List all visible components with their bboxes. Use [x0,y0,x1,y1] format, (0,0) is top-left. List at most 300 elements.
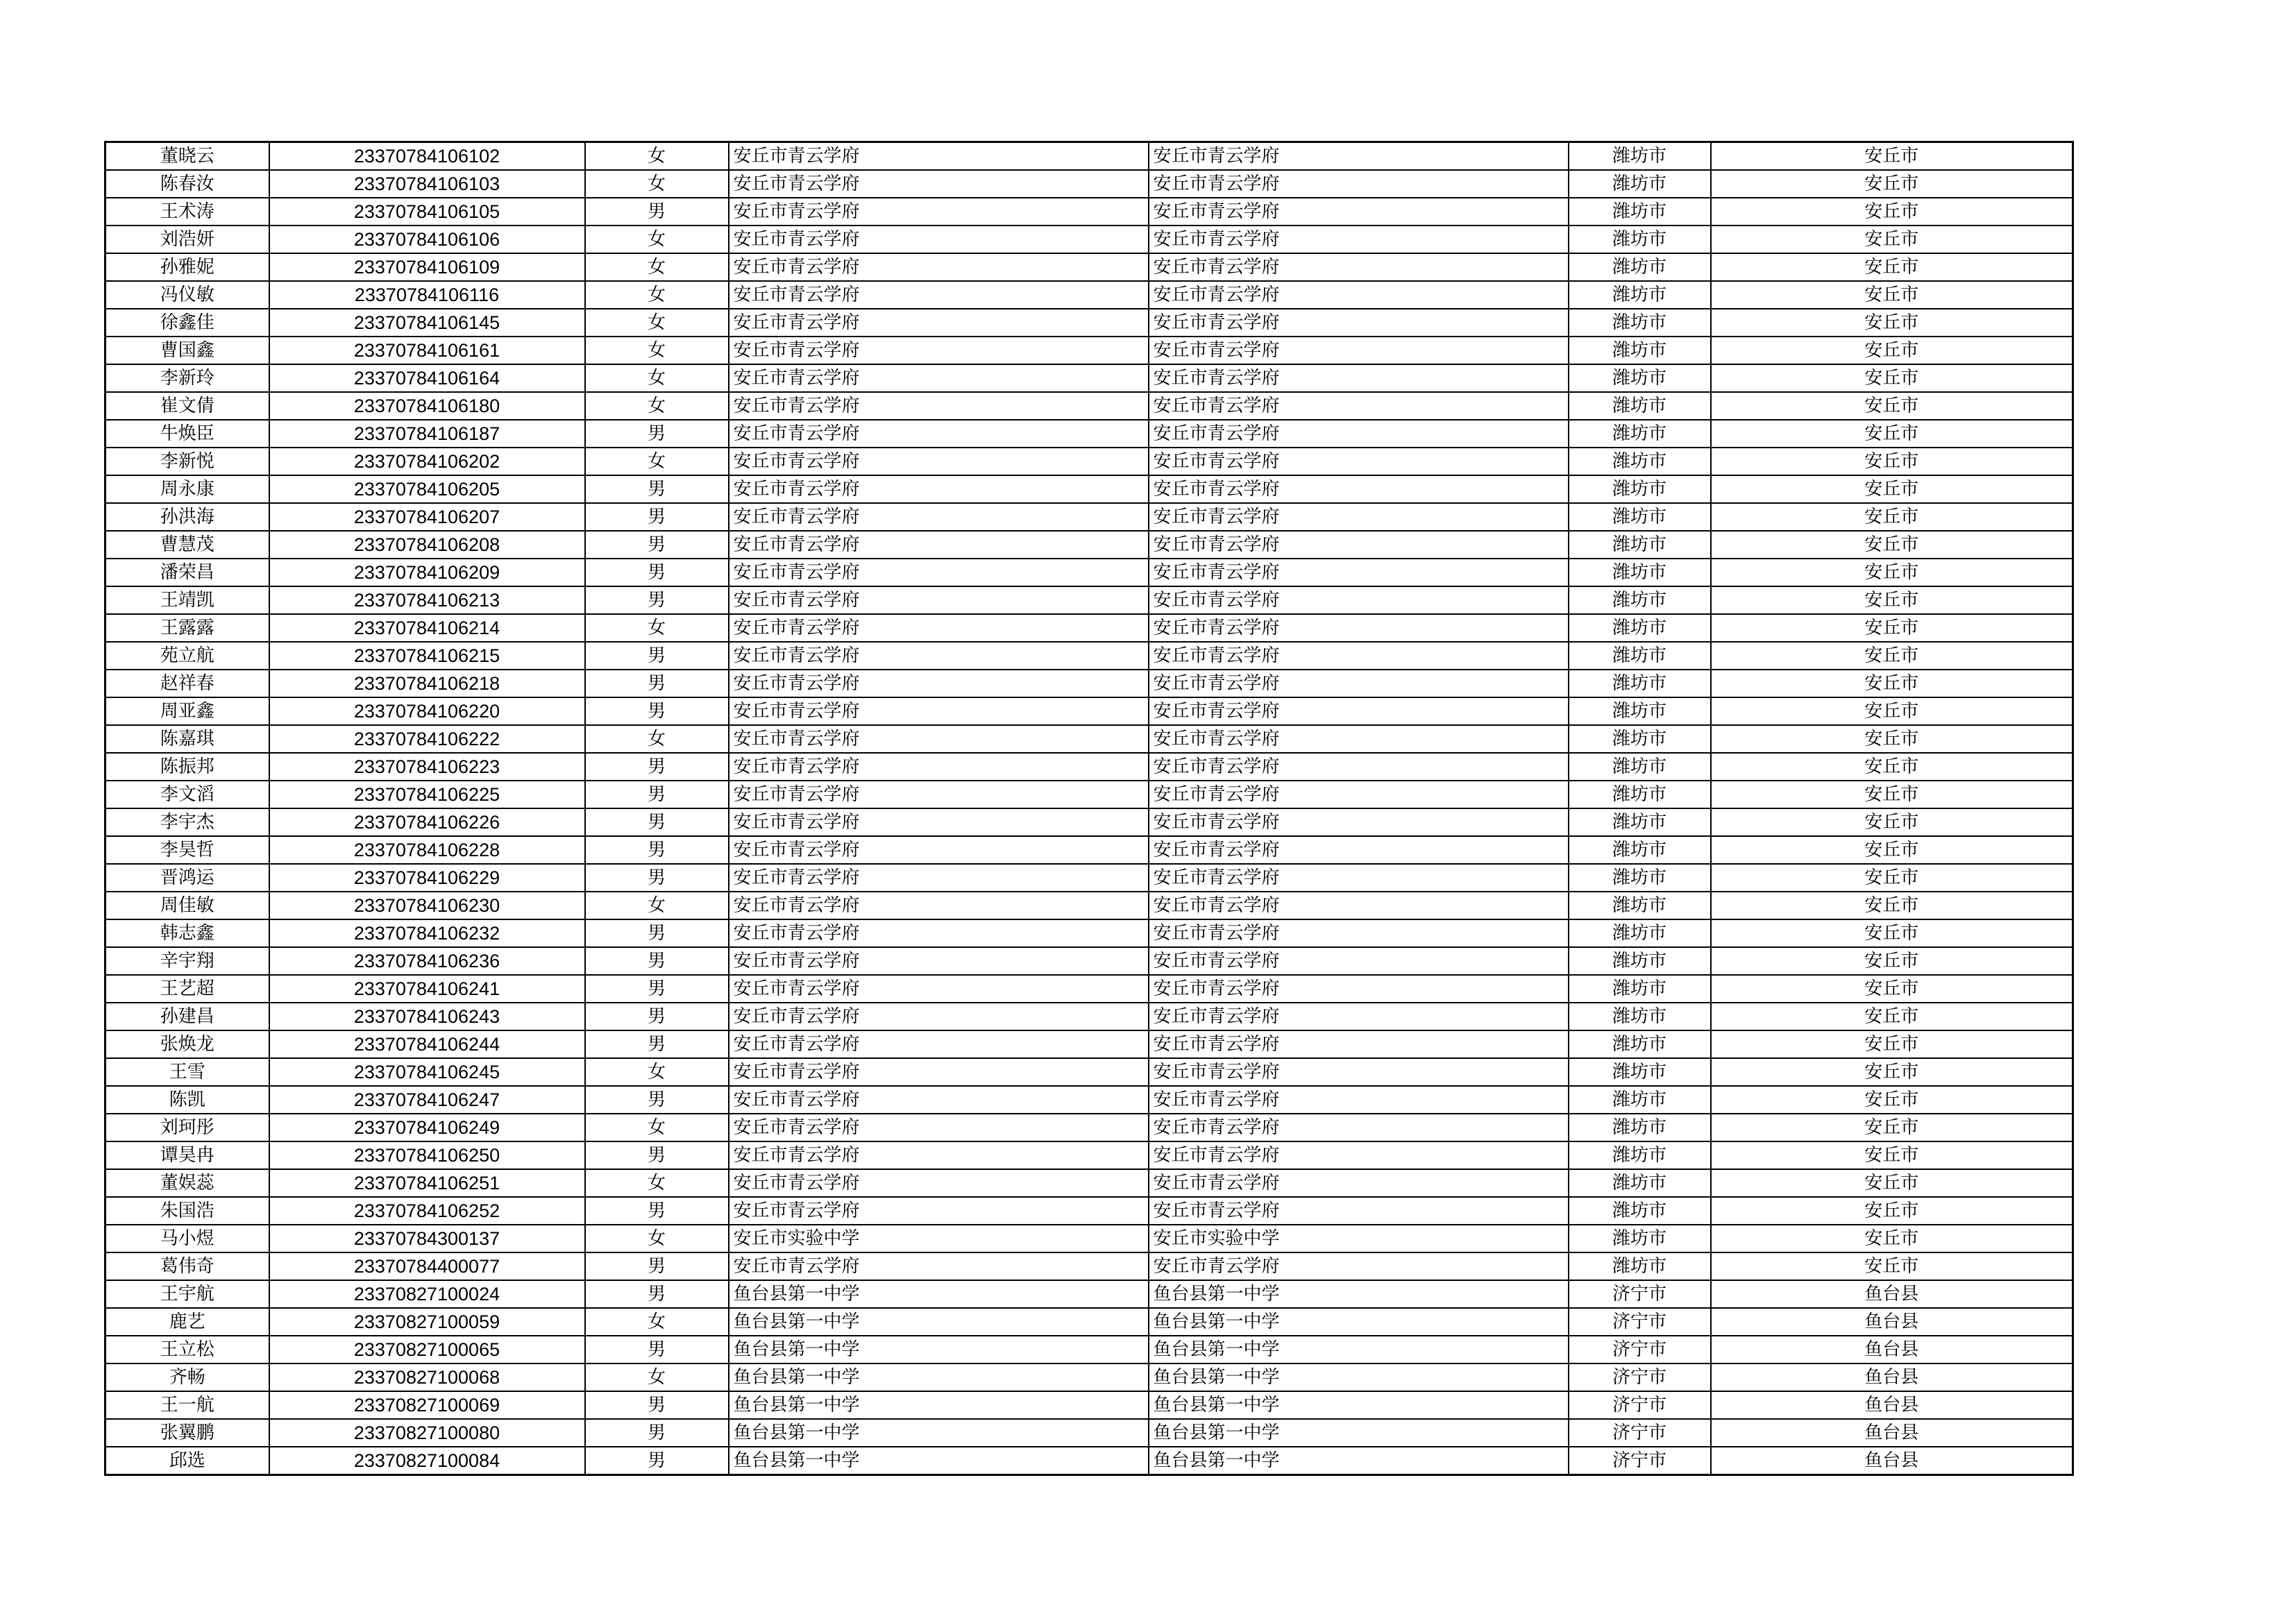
gender-cell: 女 [585,337,729,364]
school-cell: 安丘市青云学府 [729,1086,1149,1114]
county-cell: 安丘市 [1711,892,2073,919]
city-cell: 潍坊市 [1569,642,1711,670]
name-cell: 王露露 [105,614,269,642]
registered-school-cell: 鱼台县第一中学 [1149,1336,1569,1363]
city-cell: 潍坊市 [1569,1114,1711,1141]
county-cell: 安丘市 [1711,337,2073,364]
table-row [105,1030,2073,1058]
gender-cell: 男 [585,475,729,503]
city-cell: 潍坊市 [1569,1058,1711,1086]
city-cell: 潍坊市 [1569,448,1711,475]
registered-school-cell: 鱼台县第一中学 [1149,1280,1569,1308]
table-row [105,614,2073,642]
school-cell: 安丘市青云学府 [729,170,1149,198]
id-cell: 23370784106244 [269,1030,585,1058]
gender-cell: 男 [585,1447,729,1475]
registered-school-cell: 鱼台县第一中学 [1149,1447,1569,1475]
school-cell: 安丘市青云学府 [729,198,1149,226]
name-cell: 冯仪敏 [105,281,269,309]
city-cell: 潍坊市 [1569,975,1711,1003]
registered-school-cell: 安丘市青云学府 [1149,1169,1569,1197]
table-row [105,808,2073,836]
id-cell: 23370784106223 [269,753,585,781]
id-cell: 23370784106250 [269,1141,585,1169]
table-row [105,226,2073,253]
gender-cell: 男 [585,753,729,781]
name-cell: 周亚鑫 [105,697,269,725]
county-cell: 鱼台县 [1711,1363,2073,1391]
county-cell: 鱼台县 [1711,1447,2073,1475]
id-cell: 23370784106161 [269,337,585,364]
school-cell: 安丘市青云学府 [729,919,1149,947]
id-cell: 23370784106229 [269,864,585,892]
registered-school-cell: 安丘市青云学府 [1149,337,1569,364]
county-cell: 安丘市 [1711,1114,2073,1141]
registered-school-cell: 安丘市青云学府 [1149,1030,1569,1058]
id-cell: 23370827100069 [269,1391,585,1419]
county-cell: 鱼台县 [1711,1391,2073,1419]
county-cell: 安丘市 [1711,947,2073,975]
table-row [105,281,2073,309]
id-cell: 23370784106251 [269,1169,585,1197]
county-cell: 安丘市 [1711,559,2073,586]
name-cell: 王雪 [105,1058,269,1086]
registered-school-cell: 安丘市青云学府 [1149,1197,1569,1225]
id-cell: 23370784106145 [269,309,585,337]
county-cell: 安丘市 [1711,1003,2073,1030]
table-body [105,142,2073,1475]
county-cell: 安丘市 [1711,1225,2073,1252]
table-row [105,642,2073,670]
county-cell: 安丘市 [1711,364,2073,392]
registered-school-cell: 安丘市青云学府 [1149,1114,1569,1141]
city-cell: 济宁市 [1569,1447,1711,1475]
table-row [105,1003,2073,1030]
table-row [105,947,2073,975]
id-cell: 23370784106228 [269,836,585,864]
registered-school-cell: 安丘市青云学府 [1149,1252,1569,1280]
name-cell: 董晓云 [160,146,214,167]
city-cell: 潍坊市 [1569,1030,1711,1058]
table-row [105,1197,2073,1225]
city-cell: 潍坊市 [1569,725,1711,753]
gender-cell: 男 [585,531,729,559]
name-cell: 鹿艺 [105,1308,269,1336]
gender-cell: 男 [585,642,729,670]
table-row [105,1308,2073,1336]
county-cell: 安丘市 [1711,975,2073,1003]
county-cell: 安丘市 [1711,420,2073,448]
id-cell: 23370784106249 [269,1114,585,1141]
name-cell: 崔文倩 [105,392,269,420]
gender-cell: 男 [585,781,729,808]
city-cell: 潍坊市 [1569,892,1711,919]
table-row [105,1114,2073,1141]
school-cell: 安丘市青云学府 [729,475,1149,503]
id-cell: 23370784106187 [269,420,585,448]
name-cell: 李宇杰 [105,808,269,836]
school-cell: 安丘市青云学府 [729,1030,1149,1058]
county-cell: 安丘市 [1711,753,2073,781]
id-cell: 23370827100080 [269,1419,585,1447]
gender-cell: 男 [585,1280,729,1308]
registered-school-cell: 安丘市青云学府 [1149,420,1569,448]
gender-cell: 男 [585,1419,729,1447]
id-cell: 23370784106218 [269,670,585,697]
table-row [105,1419,2073,1447]
city-cell: 潍坊市 [1569,808,1711,836]
table-row [105,697,2073,725]
name-cell: 刘浩妍 [105,226,269,253]
gender-cell: 女 [585,142,729,171]
table-row [105,1169,2073,1197]
county-cell: 安丘市 [1711,586,2073,614]
name-cell: 陈春汝 [105,170,269,198]
id-cell: 23370784106213 [269,586,585,614]
city-cell: 潍坊市 [1569,1141,1711,1169]
registered-school-cell: 安丘市青云学府 [1149,142,1569,171]
gender-cell: 男 [585,864,729,892]
county-cell: 安丘市 [1711,670,2073,697]
id-cell: 23370784106232 [269,919,585,947]
table-row [105,392,2073,420]
id-cell: 23370784106220 [269,697,585,725]
registered-school-cell: 安丘市青云学府 [1149,753,1569,781]
table-row [105,142,2073,171]
gender-cell: 女 [585,309,729,337]
name-cell: 董娱蕊 [105,1169,269,1197]
gender-cell: 女 [585,1058,729,1086]
school-cell: 鱼台县第一中学 [729,1391,1149,1419]
gender-cell: 女 [585,1225,729,1252]
id-cell: 23370784106116 [269,281,585,309]
school-cell: 安丘市青云学府 [729,697,1149,725]
gender-cell: 男 [585,975,729,1003]
registered-school-cell: 安丘市青云学府 [1149,309,1569,337]
id-cell: 23370784400077 [269,1252,585,1280]
gender-cell: 女 [585,448,729,475]
name-cell: 韩志鑫 [105,919,269,947]
name-cell: 徐鑫佳 [105,309,269,337]
registered-school-cell: 安丘市青云学府 [1149,892,1569,919]
school-cell: 安丘市实验中学 [729,1225,1149,1252]
name-cell: 李新玲 [105,364,269,392]
city-cell: 潍坊市 [1569,1086,1711,1114]
school-cell: 安丘市青云学府 [729,503,1149,531]
city-cell: 潍坊市 [1569,309,1711,337]
county-cell: 安丘市 [1711,836,2073,864]
table-row [105,337,2073,364]
name-cell: 李新悦 [105,448,269,475]
county-cell: 鱼台县 [1711,1280,2073,1308]
id-cell: 23370827100065 [269,1336,585,1363]
county-cell: 安丘市 [1711,142,2073,171]
gender-cell: 女 [585,1363,729,1391]
city-cell: 潍坊市 [1569,670,1711,697]
id-cell: 23370784106102 [269,142,585,171]
city-cell: 潍坊市 [1569,1169,1711,1197]
school-cell: 安丘市青云学府 [729,392,1149,420]
school-cell: 安丘市青云学府 [729,753,1149,781]
registered-school-cell: 鱼台县第一中学 [1149,1391,1569,1419]
county-cell: 安丘市 [1711,919,2073,947]
registered-school-cell: 安丘市青云学府 [1149,198,1569,226]
name-cell: 苑立航 [105,642,269,670]
id-cell: 23370784106214 [269,614,585,642]
registered-school-cell: 安丘市青云学府 [1149,642,1569,670]
city-cell: 潍坊市 [1569,226,1711,253]
city-cell: 潍坊市 [1569,142,1711,171]
gender-cell: 女 [585,614,729,642]
id-cell: 23370784106230 [269,892,585,919]
table-row [105,475,2073,503]
name-cell: 刘珂彤 [105,1114,269,1141]
gender-cell: 男 [585,1141,729,1169]
student-roster-table [104,141,2074,1476]
table-row [105,975,2073,1003]
id-cell: 23370784106105 [269,198,585,226]
gender-cell: 男 [585,1030,729,1058]
school-cell: 安丘市青云学府 [729,364,1149,392]
table-row [105,670,2073,697]
registered-school-cell: 安丘市青云学府 [1149,919,1569,947]
table-row [105,1391,2073,1419]
registered-school-cell: 安丘市青云学府 [1149,1086,1569,1114]
school-cell: 安丘市青云学府 [729,808,1149,836]
name-cell: 王立松 [105,1336,269,1363]
county-cell: 安丘市 [1711,281,2073,309]
county-cell: 安丘市 [1711,1141,2073,1169]
school-cell: 鱼台县第一中学 [729,1447,1149,1475]
gender-cell: 男 [585,503,729,531]
table-row [105,503,2073,531]
table-row [105,1141,2073,1169]
table-row [105,1336,2073,1363]
id-cell: 23370784106207 [269,503,585,531]
gender-cell: 男 [585,559,729,586]
city-cell: 潍坊市 [1569,503,1711,531]
name-cell: 李昊哲 [105,836,269,864]
name-cell: 陈凯 [105,1086,269,1114]
table-row [105,1225,2073,1252]
registered-school-cell: 安丘市青云学府 [1149,586,1569,614]
county-cell: 安丘市 [1711,1058,2073,1086]
county-cell: 安丘市 [1711,503,2073,531]
county-cell: 安丘市 [1711,1197,2073,1225]
id-cell: 23370784106222 [269,725,585,753]
county-cell: 安丘市 [1711,614,2073,642]
gender-cell: 女 [585,892,729,919]
school-cell: 安丘市青云学府 [729,1058,1149,1086]
county-cell: 安丘市 [1711,475,2073,503]
gender-cell: 男 [585,1336,729,1363]
gender-cell: 男 [585,1197,729,1225]
name-cell: 辛宇翔 [105,947,269,975]
gender-cell: 男 [585,1086,729,1114]
name-cell: 王艺超 [105,975,269,1003]
registered-school-cell: 安丘市青云学府 [1149,1058,1569,1086]
id-cell: 23370784106236 [269,947,585,975]
city-cell: 济宁市 [1569,1280,1711,1308]
registered-school-cell: 安丘市青云学府 [1149,226,1569,253]
school-cell: 安丘市青云学府 [729,420,1149,448]
county-cell: 安丘市 [1711,808,2073,836]
id-cell: 23370784106243 [269,1003,585,1030]
name-cell: 潘荣昌 [105,559,269,586]
school-cell: 鱼台县第一中学 [729,1280,1149,1308]
id-cell: 23370827100068 [269,1363,585,1391]
id-cell: 23370784106208 [269,531,585,559]
county-cell: 安丘市 [1711,1086,2073,1114]
name-cell: 牛焕臣 [105,420,269,448]
id-cell: 23370784106103 [269,170,585,198]
city-cell: 潍坊市 [1569,392,1711,420]
registered-school-cell: 安丘市青云学府 [1149,170,1569,198]
table-row [105,753,2073,781]
table-row [105,253,2073,281]
table-row [105,364,2073,392]
city-cell: 潍坊市 [1569,420,1711,448]
registered-school-cell: 安丘市青云学府 [1149,1003,1569,1030]
county-cell: 安丘市 [1711,198,2073,226]
table-row [105,1252,2073,1280]
table-row [105,725,2073,753]
gender-cell: 女 [585,226,729,253]
table-row [105,836,2073,864]
city-cell: 潍坊市 [1569,1003,1711,1030]
school-cell: 鱼台县第一中学 [729,1419,1149,1447]
name-cell: 谭昊冉 [105,1141,269,1169]
name-cell: 邱选 [105,1447,269,1475]
school-cell: 安丘市青云学府 [729,1003,1149,1030]
school-cell: 安丘市青云学府 [729,864,1149,892]
id-cell: 23370784106109 [269,253,585,281]
gender-cell: 男 [585,586,729,614]
name-cell: 葛伟奇 [105,1252,269,1280]
school-cell: 安丘市青云学府 [729,309,1149,337]
registered-school-cell: 安丘市青云学府 [1149,475,1569,503]
gender-cell: 女 [585,1308,729,1336]
name-cell: 朱国浩 [105,1197,269,1225]
school-cell: 安丘市青云学府 [729,559,1149,586]
city-cell: 潍坊市 [1569,198,1711,226]
city-cell: 潍坊市 [1569,531,1711,559]
gender-cell: 男 [585,1391,729,1419]
registered-school-cell: 安丘市青云学府 [1149,670,1569,697]
school-cell: 安丘市青云学府 [729,892,1149,919]
school-cell: 安丘市青云学府 [729,337,1149,364]
city-cell: 潍坊市 [1569,1225,1711,1252]
school-cell: 鱼台县第一中学 [729,1363,1149,1391]
registered-school-cell: 安丘市青云学府 [1149,975,1569,1003]
id-cell: 23370784106106 [269,226,585,253]
name-cell: 马小煜 [105,1225,269,1252]
school-cell: 安丘市青云学府 [729,781,1149,808]
gender-cell: 男 [585,420,729,448]
table-row [105,420,2073,448]
name-cell: 李文滔 [105,781,269,808]
table-row [105,892,2073,919]
name-cell: 曹慧茂 [105,531,269,559]
city-cell: 济宁市 [1569,1419,1711,1447]
registered-school-cell: 安丘市青云学府 [1149,697,1569,725]
city-cell: 潍坊市 [1569,836,1711,864]
name-cell: 齐畅 [105,1363,269,1391]
table-row [105,1363,2073,1391]
name-cell: 晋鸿运 [105,864,269,892]
county-cell: 安丘市 [1711,1169,2073,1197]
registered-school-cell: 安丘市青云学府 [1149,392,1569,420]
table-row [105,864,2073,892]
table-row [105,198,2073,226]
name-cell: 王宇航 [105,1280,269,1308]
registered-school-cell: 鱼台县第一中学 [1149,1363,1569,1391]
id-cell: 23370784106247 [269,1086,585,1114]
gender-cell: 女 [585,725,729,753]
registered-school-cell: 安丘市青云学府 [1149,781,1569,808]
city-cell: 济宁市 [1569,1308,1711,1336]
id-cell: 23370784300137 [269,1225,585,1252]
school-cell: 安丘市青云学府 [729,531,1149,559]
gender-cell: 男 [585,836,729,864]
school-cell: 安丘市青云学府 [729,725,1149,753]
city-cell: 潍坊市 [1569,281,1711,309]
registered-school-cell: 安丘市青云学府 [1149,531,1569,559]
county-cell: 安丘市 [1711,642,2073,670]
city-cell: 潍坊市 [1569,1252,1711,1280]
county-cell: 安丘市 [1711,309,2073,337]
school-cell: 安丘市青云学府 [729,614,1149,642]
id-cell: 23370784106205 [269,475,585,503]
county-cell: 鱼台县 [1711,1308,2073,1336]
city-cell: 潍坊市 [1569,753,1711,781]
city-cell: 济宁市 [1569,1336,1711,1363]
city-cell: 潍坊市 [1569,475,1711,503]
table-row [105,309,2073,337]
name-cell: 陈嘉琪 [105,725,269,753]
gender-cell: 男 [585,198,729,226]
city-cell: 潍坊市 [1569,919,1711,947]
name-cell: 王靖凯 [105,586,269,614]
city-cell: 潍坊市 [1569,559,1711,586]
registered-school-cell: 安丘市青云学府 [1149,947,1569,975]
gender-cell: 女 [585,170,729,198]
gender-cell: 男 [585,808,729,836]
id-cell: 23370784106164 [269,364,585,392]
gender-cell: 女 [585,392,729,420]
id-cell: 23370784106252 [269,1197,585,1225]
gender-cell: 男 [585,947,729,975]
table-row [105,1447,2073,1475]
registered-school-cell: 安丘市青云学府 [1149,448,1569,475]
name-cell: 周永康 [105,475,269,503]
school-cell: 安丘市青云学府 [729,975,1149,1003]
school-cell: 安丘市青云学府 [729,142,1149,171]
name-cell: 周佳敏 [105,892,269,919]
table-row [105,586,2073,614]
county-cell: 安丘市 [1711,253,2073,281]
county-cell: 鱼台县 [1711,1336,2073,1363]
county-cell: 安丘市 [1711,170,2073,198]
gender-cell: 女 [585,253,729,281]
table-row [105,781,2073,808]
table-row [105,448,2073,475]
city-cell: 潍坊市 [1569,947,1711,975]
school-cell: 安丘市青云学府 [729,642,1149,670]
table-row [105,559,2073,586]
school-cell: 安丘市青云学府 [729,947,1149,975]
city-cell: 潍坊市 [1569,253,1711,281]
